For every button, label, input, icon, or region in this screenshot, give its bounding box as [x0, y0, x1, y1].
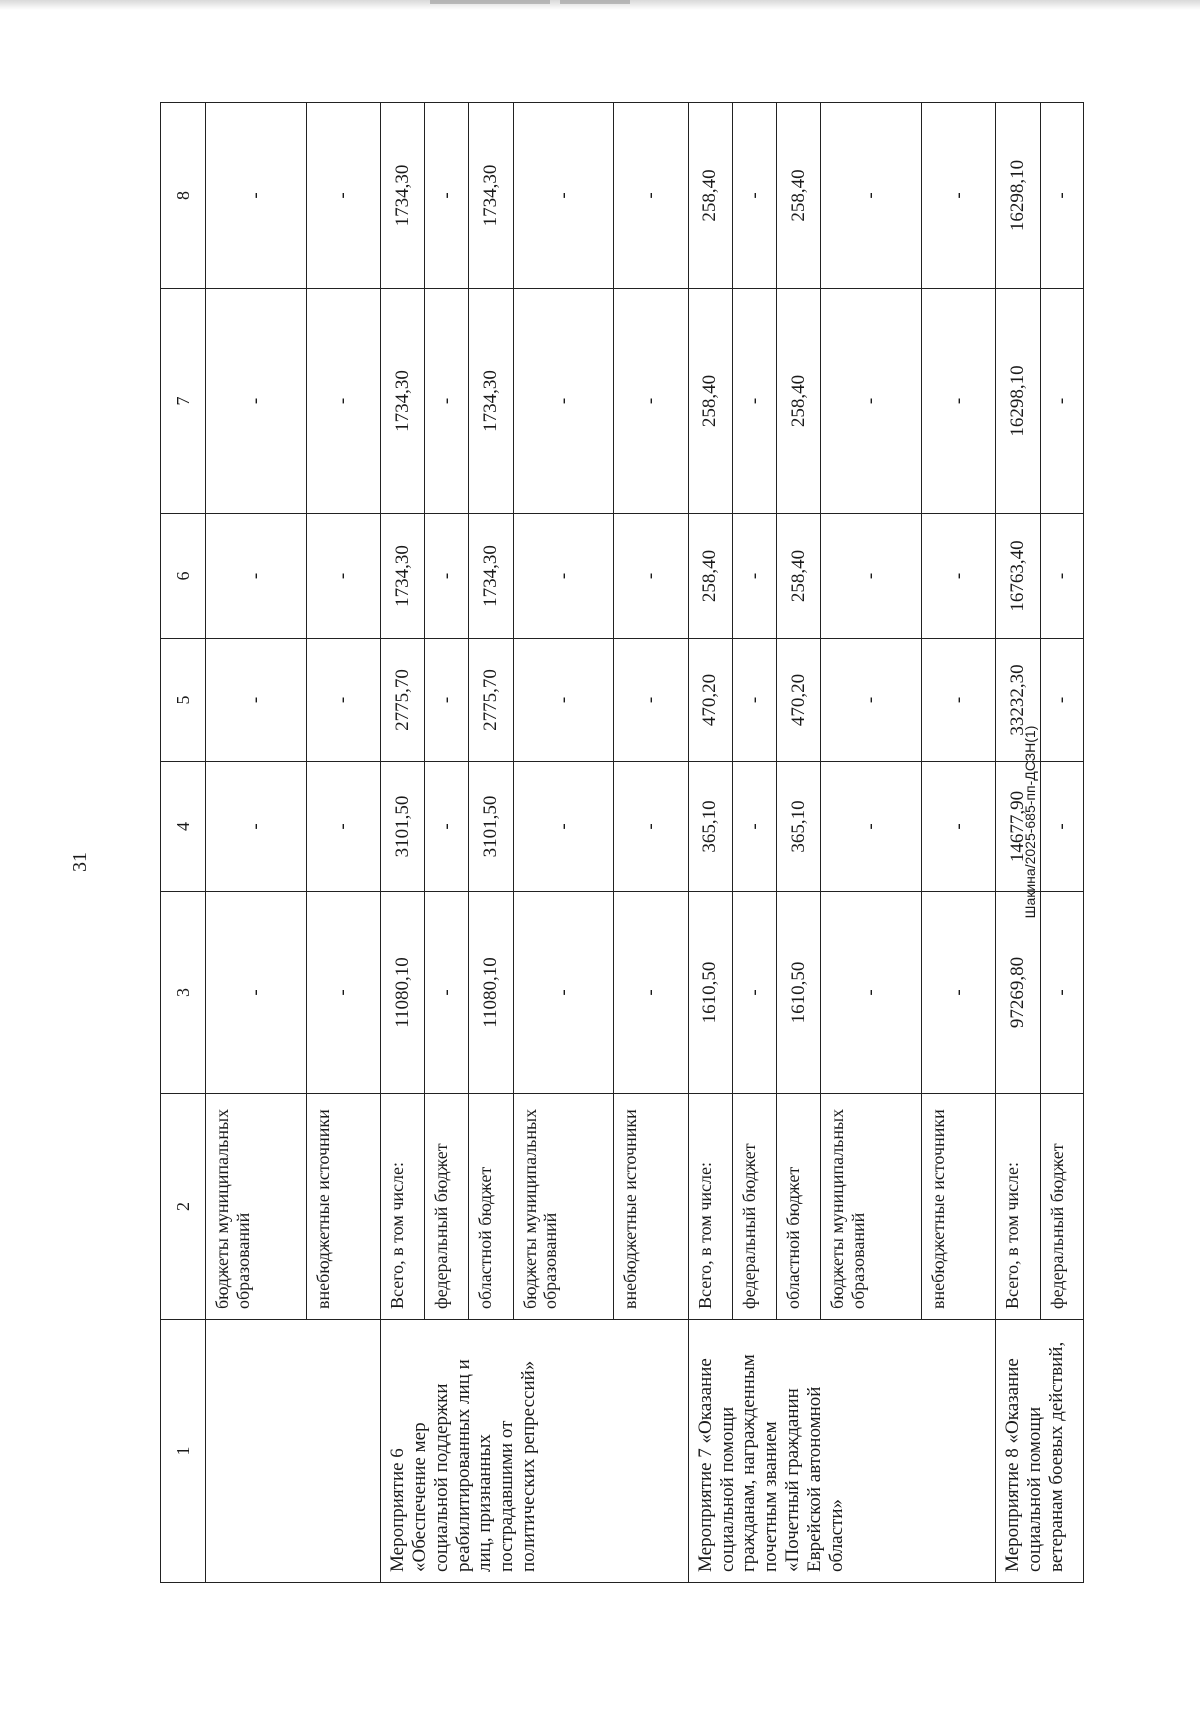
value-cell: - [821, 103, 922, 289]
value-cell: - [425, 289, 469, 514]
value-cell: 258,40 [688, 289, 732, 514]
value-cell: - [425, 103, 469, 289]
value-cell: - [1040, 639, 1083, 762]
measure-name-cell: Мероприятие 7 «Оказание социальной помощи гражданам, награжденным почетным званием «Почетный гражданин Еврейской автономной области» [688, 1320, 996, 1583]
value-cell: - [732, 762, 776, 892]
funding-source-cell: внебюджетные источники [922, 1094, 996, 1320]
value-cell: - [425, 639, 469, 762]
value-cell: 3101,50 [469, 762, 513, 892]
value-cell: 33232,30 [996, 639, 1040, 762]
value-cell: 11080,10 [380, 892, 424, 1094]
value-cell: - [732, 514, 776, 639]
value-cell: - [306, 892, 380, 1094]
value-cell: 470,20 [688, 639, 732, 762]
value-cell: 97269,80 [996, 892, 1040, 1094]
value-cell: - [821, 639, 922, 762]
value-cell: - [614, 639, 688, 762]
value-cell: - [821, 514, 922, 639]
value-cell: 1734,30 [380, 103, 424, 289]
value-cell: 1734,30 [380, 289, 424, 514]
value-cell: 258,40 [688, 103, 732, 289]
value-cell: - [1040, 289, 1083, 514]
value-cell: - [425, 892, 469, 1094]
funding-source-cell: областной бюджет [777, 1094, 821, 1320]
value-cell: - [732, 639, 776, 762]
value-cell: - [922, 892, 996, 1094]
value-cell: - [306, 289, 380, 514]
value-cell: - [614, 892, 688, 1094]
value-cell: - [206, 289, 307, 514]
value-cell: 258,40 [777, 289, 821, 514]
value-cell: - [306, 514, 380, 639]
value-cell: 3101,50 [380, 762, 424, 892]
table-row [380, 103, 424, 1583]
value-cell: - [614, 762, 688, 892]
value-cell: - [513, 103, 614, 289]
funding-source-cell: бюджеты муниципальных образований [513, 1094, 614, 1320]
value-cell: - [1040, 892, 1083, 1094]
value-cell: - [732, 103, 776, 289]
header-cell-6: 6 [161, 514, 206, 639]
value-cell: 258,40 [688, 514, 732, 639]
value-cell: 1610,50 [777, 892, 821, 1094]
value-cell: 11080,10 [469, 892, 513, 1094]
measure-name-cell [206, 1320, 381, 1583]
funding-source-cell: Всего, в том числе: [996, 1094, 1040, 1320]
header-row [161, 103, 206, 1583]
financing-table [160, 102, 1084, 1583]
value-cell: 365,10 [688, 762, 732, 892]
rotated-table-sheet [160, 103, 1084, 1583]
value-cell: - [513, 762, 614, 892]
value-cell: - [206, 762, 307, 892]
funding-source-cell: федеральный бюджет [425, 1094, 469, 1320]
value-cell: - [614, 289, 688, 514]
funding-source-cell: федеральный бюджет [732, 1094, 776, 1320]
value-cell: 2775,70 [380, 639, 424, 762]
value-cell: - [922, 289, 996, 514]
table-row [688, 103, 732, 1583]
value-cell: - [821, 892, 922, 1094]
value-cell: 16298,10 [996, 103, 1040, 289]
header-cell-5: 5 [161, 639, 206, 762]
value-cell: - [425, 762, 469, 892]
value-cell: - [206, 103, 307, 289]
funding-source-cell: областной бюджет [469, 1094, 513, 1320]
value-cell: - [821, 762, 922, 892]
value-cell: - [206, 639, 307, 762]
funding-source-cell: внебюджетные источники [306, 1094, 380, 1320]
document-code: Шакина/2025-685-пп-ДСЗН(1) [1022, 725, 1038, 919]
value-cell: 1734,30 [380, 514, 424, 639]
value-cell: 1734,30 [469, 514, 513, 639]
value-cell: - [206, 514, 307, 639]
value-cell: 14677,90 [996, 762, 1040, 892]
value-cell: - [614, 514, 688, 639]
value-cell: 258,40 [777, 514, 821, 639]
header-cell-7: 7 [161, 289, 206, 514]
value-cell: - [1040, 514, 1083, 639]
header-cell-3: 3 [161, 892, 206, 1094]
scan-streak [430, 0, 550, 4]
table-row [996, 103, 1040, 1583]
funding-source-cell: бюджеты муниципальных образований [206, 1094, 307, 1320]
value-cell: - [513, 514, 614, 639]
value-cell: - [306, 639, 380, 762]
value-cell: 16763,40 [996, 514, 1040, 639]
value-cell: 258,40 [777, 103, 821, 289]
header-cell-4: 4 [161, 762, 206, 892]
header-cell-1: 1 [161, 1320, 206, 1583]
funding-source-cell: федеральный бюджет [1040, 1094, 1083, 1320]
funding-source-cell: внебюджетные источники [614, 1094, 688, 1320]
value-cell: - [1040, 103, 1083, 289]
value-cell: - [306, 762, 380, 892]
header-cell-8: 8 [161, 103, 206, 289]
value-cell: - [425, 514, 469, 639]
measure-name-cell: Мероприятие 8 «Оказание социальной помощи ветеранам боевых действий, [996, 1320, 1084, 1583]
value-cell: - [513, 639, 614, 762]
funding-source-cell: Всего, в том числе: [688, 1094, 732, 1320]
value-cell: - [614, 103, 688, 289]
measure-name-cell: Мероприятие 6 «Обеспечение мер социальной поддержки реабилитированных лиц и лиц, признанных пострадавшими от политических репрессий» [380, 1320, 688, 1583]
value-cell: 16298,10 [996, 289, 1040, 514]
value-cell: - [922, 639, 996, 762]
value-cell: - [206, 892, 307, 1094]
value-cell: 1734,30 [469, 289, 513, 514]
value-cell: 470,20 [777, 639, 821, 762]
value-cell: - [1040, 762, 1083, 892]
header-cell-2: 2 [161, 1094, 206, 1320]
value-cell: 1610,50 [688, 892, 732, 1094]
value-cell: 2775,70 [469, 639, 513, 762]
value-cell: - [732, 289, 776, 514]
value-cell: - [513, 892, 614, 1094]
value-cell: - [513, 289, 614, 514]
scan-streak [560, 0, 630, 4]
value-cell: - [306, 103, 380, 289]
funding-source-cell: Всего, в том числе: [380, 1094, 424, 1320]
page-number: 31 [69, 852, 91, 872]
value-cell: 365,10 [777, 762, 821, 892]
value-cell: 1734,30 [469, 103, 513, 289]
value-cell: - [732, 892, 776, 1094]
value-cell: - [821, 289, 922, 514]
value-cell: - [922, 514, 996, 639]
table-row [206, 103, 307, 1583]
funding-source-cell: бюджеты муниципальных образований [821, 1094, 922, 1320]
value-cell: - [922, 762, 996, 892]
value-cell: - [922, 103, 996, 289]
